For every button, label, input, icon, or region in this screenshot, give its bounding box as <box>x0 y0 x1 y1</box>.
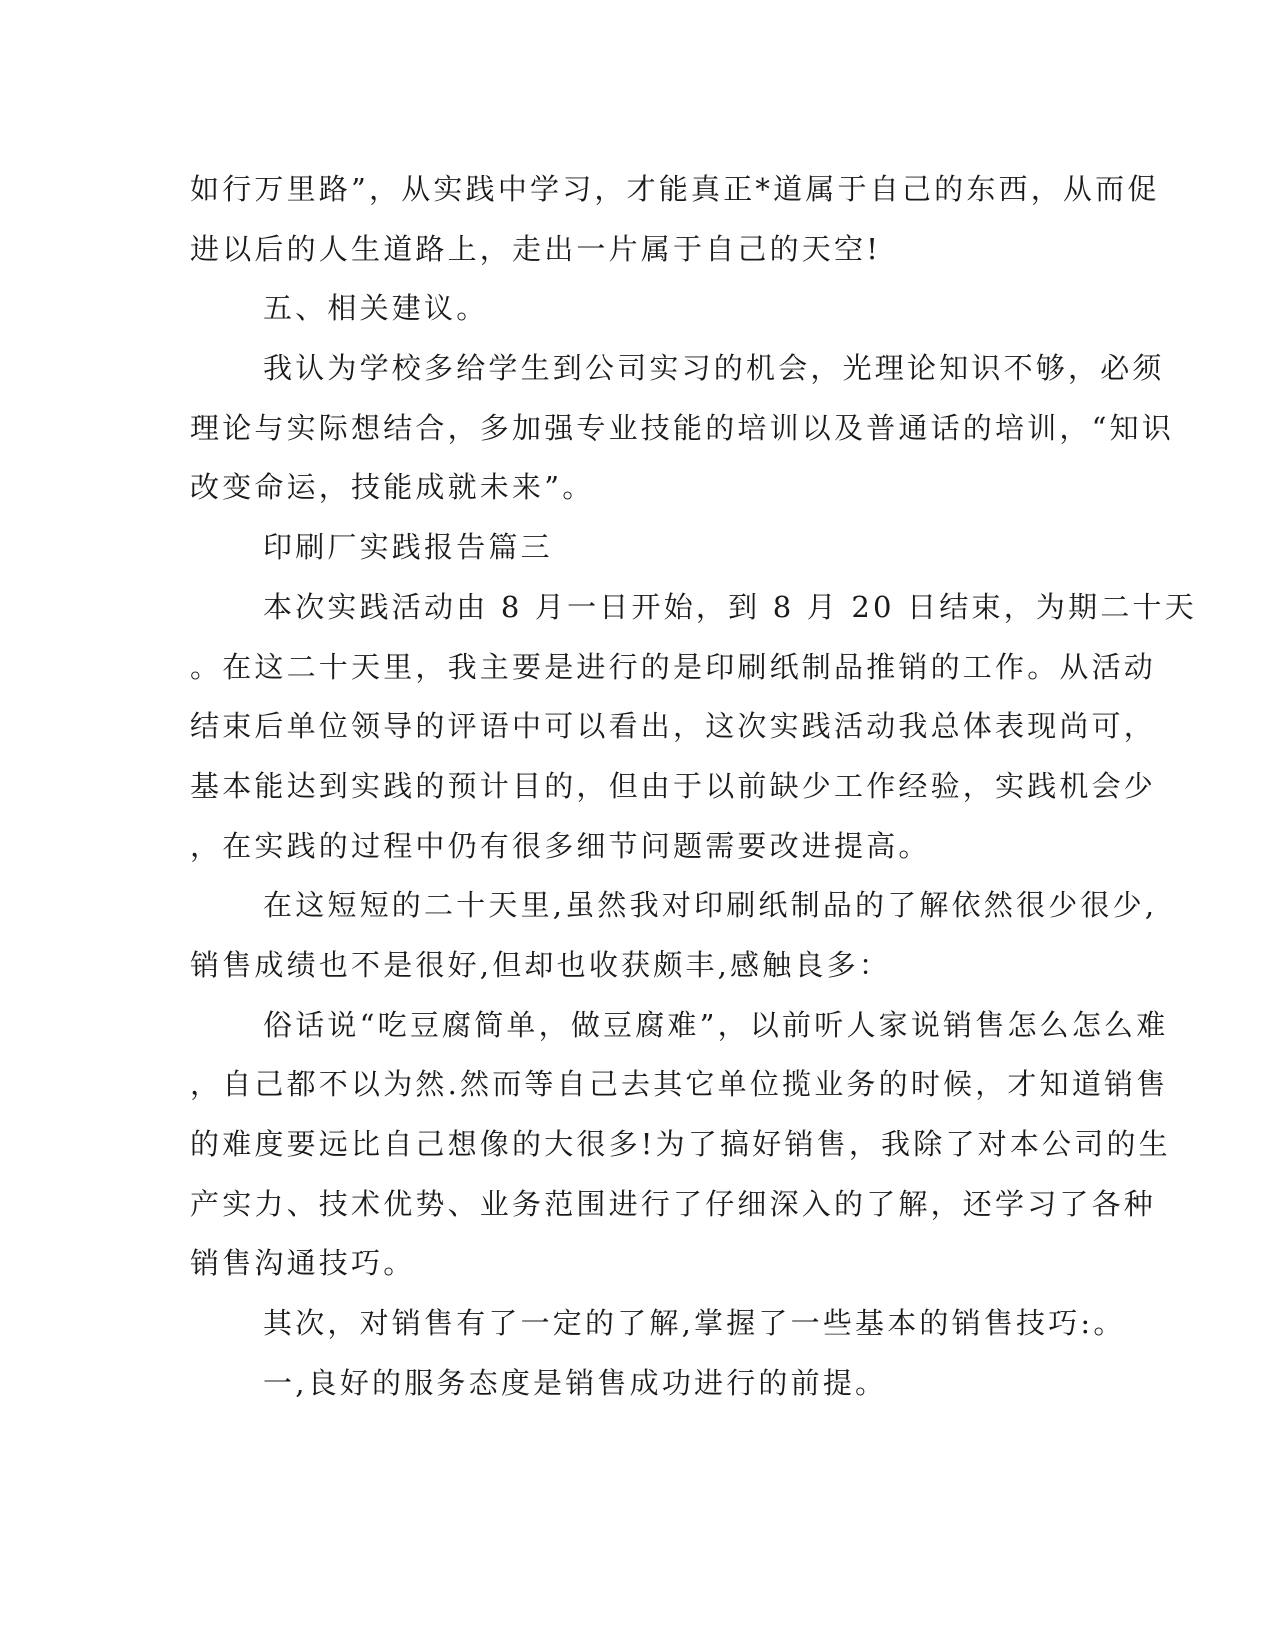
text-line: 结束后单位领导的评语中可以看出，这次实践活动我总体表现尚可， <box>190 709 1157 744</box>
text-line: 进以后的人生道路上，走出一片属于自己的天空! <box>190 231 882 266</box>
section-heading: 五、相关建议。 <box>263 291 489 326</box>
text-line: 本次实践活动由 8 月一日开始，到 8 月 20 日结束，为期二十天 <box>263 589 1197 624</box>
text-line: ，自己都不以为然.然而等自己去其它单位揽业务的时候，才知道销售 <box>190 1067 1169 1102</box>
text-line: 销售沟通技巧。 <box>190 1246 416 1281</box>
text-line: 产实力、技术优势、业务范围进行了仔细深入的了解，还学习了各种 <box>190 1186 1157 1221</box>
text-line: 改变命运，技能成就未来”。 <box>190 470 595 505</box>
text-line: 的难度要远比自己想像的大很多!为了搞好销售，我除了对本公司的生 <box>190 1127 1171 1161</box>
text-line: 销售成绩也不是很好,但却也收获颇丰,感触良多： <box>190 947 892 982</box>
text-line: 基本能达到实践的预计目的，但由于以前缺少工作经验，实践机会少 <box>190 768 1157 803</box>
text-line: 我认为学校多给学生到公司实习的机会，光理论知识不够，必须 <box>263 351 1165 386</box>
document-body <box>190 160 1197 1413</box>
text-line: 其次，对销售有了一定的了解,掌握了一些基本的销售技巧:。 <box>263 1306 1126 1341</box>
text-line: 。在这二十天里，我主要是进行的是印刷纸制品推销的工作。从活动 <box>190 649 1157 684</box>
text-line: 理论与实际想结合，多加强专业技能的培训以及普通话的培训，“知识 <box>190 410 1175 445</box>
text-line: 一,良好的服务态度是销售成功进行的前提。 <box>263 1365 888 1400</box>
text-line: 俗话说“吃豆腐简单，做豆腐难”，以前听人家说销售怎么怎么难 <box>263 1007 1169 1042</box>
text-line: 在这短短的二十天里,虽然我对印刷纸制品的了解依然很少很少, <box>263 888 1158 923</box>
text-line: 如行万里路”，从实践中学习，才能真正*道属于自己的东西，从而促 <box>190 172 1160 206</box>
report-title: 印刷厂实践报告篇三 <box>263 530 553 565</box>
text-line: ，在实践的过程中仍有很多细节问题需要改进提高。 <box>190 828 931 863</box>
